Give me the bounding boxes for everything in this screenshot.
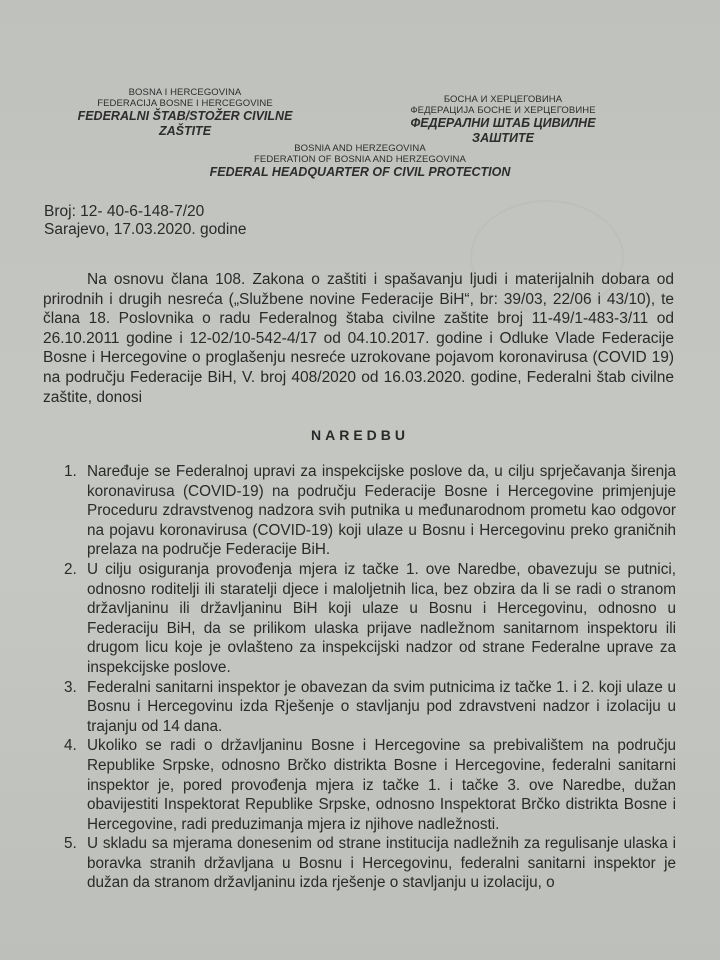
item-text: Ukoliko se radi o državljaninu Bosne i Hercegovine sa prebivalištem na području Republike Srpske, odnosno Brčko distrikta Bosne i Hercegovine, federalni sanitarni inspektor je, pored provođenja mjera iz tačke 1. i tačke 3. ove Naredbe, dužan obavijestiti Inspektorat Republike Srpske, odnosno Inspektorat Brčko distrikta Bosne i Hercegovine, radi preduzimanja mjera iz njihove nadležnosti. <box>87 737 676 833</box>
header-federation: FEDERACIJA BOSNE I HERCEGOVINE <box>97 98 273 109</box>
item-number: 2. <box>64 560 77 578</box>
item-number: 3. <box>64 678 77 696</box>
order-item <box>64 678 676 737</box>
preamble-text: Na osnovu člana 108. Zakona o zaštiti i spašavanju ljudi i materijalnih dobara od prirodnih i drugih nesreća („Službene novine Federacije BiH“, br: 39/03, 22/06 i 43/10), te člana 18. Poslovnika o radu Federalnog štaba civilne zaštite broj 11-49/1-483-3/11 od 26.10.2011 godine i 12-02/10-542-4/17 od 04.10.2017. godine i Odluke Vlade Federacije Bosne i Hercegovine o proglašenju nesreće uzrokovane pojavom koronavirusa (COVID 19) na području Federacije BiH, V. broj 408/2020 od 16.03.2020. godine, Federalni štab civilne zaštite, donosi <box>43 271 674 406</box>
item-number: 1. <box>64 463 77 480</box>
header-country: BOSNA I HERCEGOVINA <box>128 87 242 98</box>
item-number: 5. <box>64 835 77 853</box>
document-place-date: Sarajevo, 17.03.2020. godine <box>44 221 247 238</box>
document-meta <box>44 203 247 239</box>
header-english <box>190 143 530 180</box>
header-institution-cyrillic: ФЕДЕРАЛНИ ШТАБ ЦИВИЛНЕ ЗАШТИТЕ <box>410 116 596 145</box>
header-country-english: BOSNIA AND HERZEGOVINA <box>294 143 426 154</box>
document-title: NAREDBU <box>311 427 409 443</box>
header-bosnian <box>60 87 310 139</box>
item-text: U skladu sa mjerama donesenim od strane institucija nadležnih za regulisanje ulaska i boravka stranih državljana u Bosnu i Hercegovinu, federalni sanitarni inspektor je dužan da stranom državljaninu izda rješenje o stavljanju u izolaciju, o <box>87 835 676 892</box>
order-item <box>64 736 676 834</box>
header-federation-english: FEDERATION OF BOSNIA AND HERZEGOVINA <box>254 154 466 165</box>
header-country-cyrillic: БОСНА И ХЕРЦЕГОВИНА <box>443 94 563 105</box>
item-text: U cilju osiguranja provođenja mjera iz tačke 1. ove Naredbe, obavezuju se putnici, odnosno roditelji ili staratelji djece i maloljetnih lica, bez obzira da li se radi o stranom državljaninu ili državljaninu BiH koji ulaze u Bosnu i Hercegovinu, odnosno u Federaciju BiH, da se prilikom ulaska prijave nadležnom sanitarnom inspektoru ili drugom licu koje je ovlašteno za inspekcijski nadzor od strane Federalne uprave za inspekcijske poslove. <box>87 560 676 676</box>
header-institution: FEDERALNI ŠTAB/STOŽER CIVILNE ZAŠTITE <box>77 109 293 138</box>
order-item <box>64 462 676 560</box>
header-federation-cyrillic: ФЕДЕРАЦИЈА БОСНЕ И ХЕРЦЕГОВИНЕ <box>410 105 596 116</box>
order-item <box>64 834 676 893</box>
preamble-paragraph <box>43 270 674 407</box>
item-text: Naređuje se Federalnoj upravi za inspekcijske poslove da, u cilju sprječavanja širenja koronavirusa (COVID-19) na području Federacije Bosne i Hercegovine primjenjuje Proceduru zdravstvenog nadzora svih putnika u međunarodnom prometu kao odgovor na pojavu koronavirusa (COVID-19) koji ulaze u Bosnu i Hercegovinu preko graničnih prelaza na područje Federacije BiH. <box>87 463 676 559</box>
header-cyrillic <box>378 94 628 146</box>
header-institution-english: FEDERAL HEADQUARTER OF CIVIL PROTECTION <box>209 165 511 179</box>
order-items-list <box>64 462 676 893</box>
item-number: 4. <box>64 737 77 755</box>
item-text: Federalni sanitarni inspektor je obavezan da svim putnicima iz tačke 1. i 2. koji ulaze u Bosnu i Hercegovinu izda Rješenje o stavljanju pod zdravstveni nadzor i izolaciju u trajanju od 14 dana. <box>87 678 676 735</box>
document-number: Broj: 12- 40-6-148-7/20 <box>44 203 205 220</box>
order-item <box>64 560 676 678</box>
